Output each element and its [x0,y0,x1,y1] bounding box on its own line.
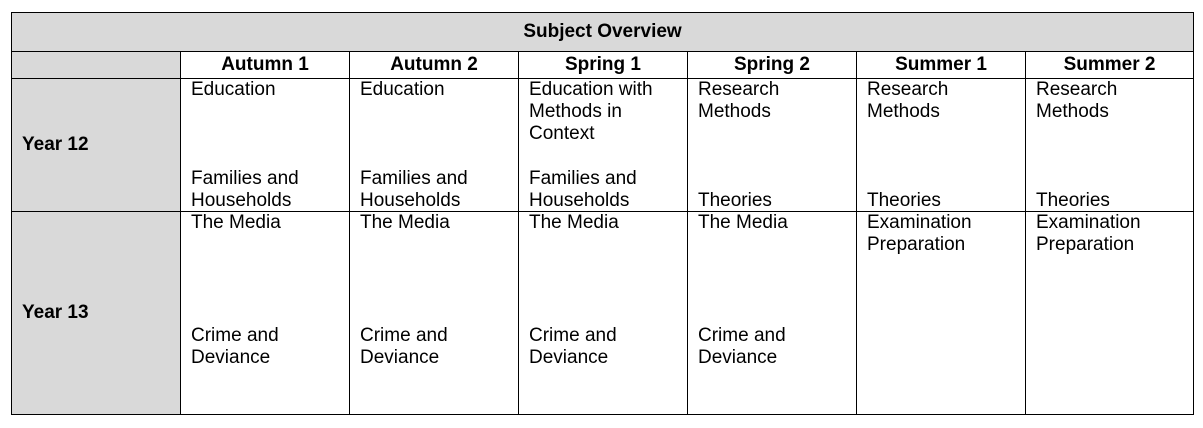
topic-top: The Media [529,212,619,233]
year-label: Year 13 [12,212,181,415]
topic-top: Research Methods [698,79,780,122]
table-cell [1026,212,1194,415]
topic-top: Education [191,79,276,100]
topic-bottom: Crime and Deviance [529,325,617,368]
table-cell [181,212,350,415]
year-label: Year 12 [12,79,181,212]
term-header: Spring 2 [688,52,857,79]
table-title: Subject Overview [12,13,1194,52]
topic-top: Education [360,79,445,100]
topic-top: Research Methods [867,79,949,122]
topic-bottom: Crime and Deviance [360,325,448,368]
corner-cell [12,52,181,79]
topic-top: Examination Preparation [1036,212,1141,255]
term-header: Autumn 2 [350,52,519,79]
table-cell [857,79,1026,212]
table-cell [350,79,519,212]
topic-top: Education with Methods in Context [529,79,653,144]
term-header: Autumn 1 [181,52,350,79]
topic-bottom: Families and Households [529,168,637,211]
table-cell [1026,79,1194,212]
topic-bottom: Crime and Deviance [191,325,279,368]
table-cell [181,79,350,212]
table-cell [857,212,1026,415]
topic-bottom: Families and Households [191,168,299,211]
topic-bottom: Crime and Deviance [698,325,786,368]
table-cell [688,212,857,415]
topic-bottom: Theories [698,190,772,211]
topic-bottom: Theories [867,190,941,211]
topic-bottom: Families and Households [360,168,468,211]
table-cell [519,212,688,415]
topic-top: Research Methods [1036,79,1118,122]
table-cell [688,79,857,212]
term-header: Summer 1 [857,52,1026,79]
topic-bottom: Theories [1036,190,1110,211]
topic-top: The Media [698,212,788,233]
table-cell [350,212,519,415]
term-header: Summer 2 [1026,52,1194,79]
topic-top: The Media [360,212,450,233]
table-row-year-13 [12,212,1194,415]
table-row-year-12 [12,79,1194,212]
topic-top: The Media [191,212,281,233]
table-cell [519,79,688,212]
topic-top: Examination Preparation [867,212,972,255]
term-header-row [12,52,1194,79]
subject-overview-table [11,12,1194,415]
term-header: Spring 1 [519,52,688,79]
